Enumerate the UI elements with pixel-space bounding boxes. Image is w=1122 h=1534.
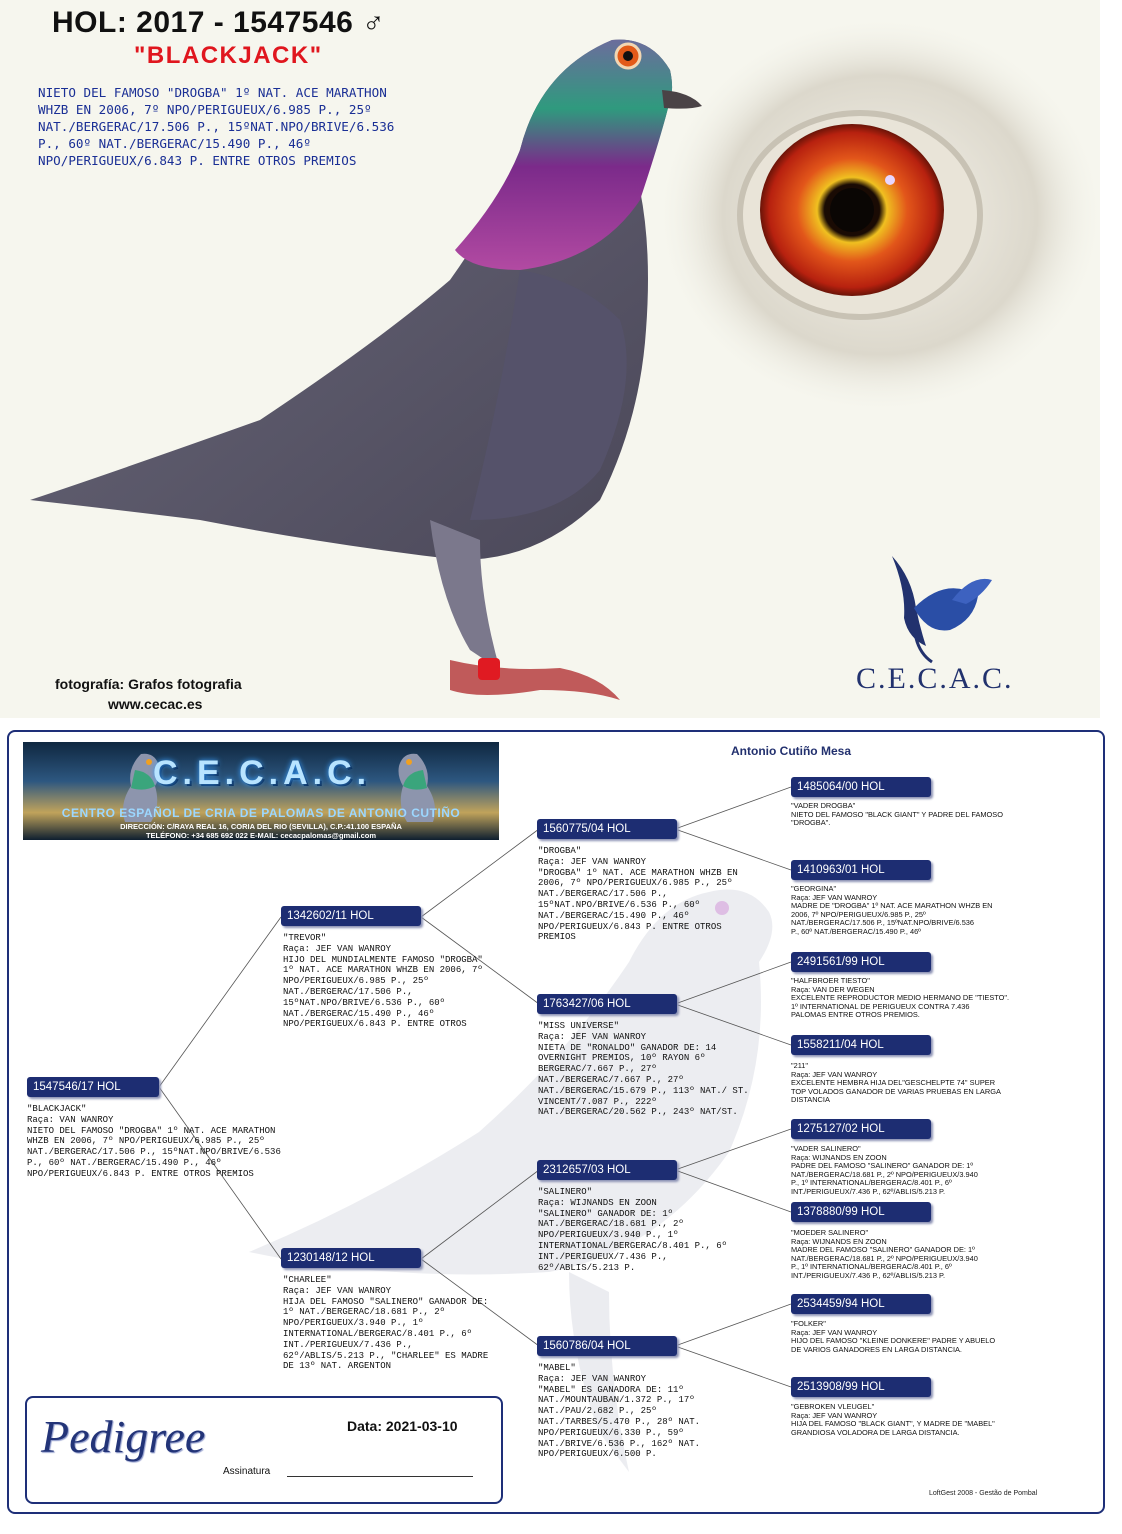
info-line: "MABEL" [538, 1363, 576, 1373]
info-line: VINCENT/7.087 P., 222º [538, 1096, 657, 1107]
info-line: P., 60º NAT./BERGERAC/15.490 P., 46º [27, 1157, 222, 1168]
pedigree-ddd-info [791, 1403, 995, 1437]
info-line: "DROGBA" [538, 846, 582, 856]
info-line: NIETA DE "RONALDO" GANADOR DE: 14 [538, 1042, 717, 1053]
info-line: INTERNATIONAL/BERGERAC/8.401 P., 6º [538, 1240, 728, 1251]
info-line: NPO/PERIGUEUX/6.985 P., 25º [283, 976, 429, 987]
info-line: "DROGBA" 1º NAT. ACE MARATHON WHZB EN [538, 867, 738, 878]
info-line: NPO/PERIGUEUX/6.843 P. ENTRE OTROS [283, 1019, 467, 1030]
ring-number-title: HOL: 2017 - 1547546 ♂ [52, 6, 386, 39]
pedigree-dss-ring[interactable]: 1275127/02 HOL [791, 1119, 931, 1139]
info-line: DISTANCIA [791, 1095, 830, 1105]
info-line: 1º NAT./BERGERAC/18.681 P., 2º [283, 1307, 446, 1318]
info-line: NPO/PERIGUEUX/3.940 P., 1º [283, 1318, 424, 1329]
photo-credit: fotografía: Grafos fotografia [55, 676, 242, 692]
info-line: NAT./PAU/2.682 P., 25º [538, 1406, 657, 1417]
pedigree-sdd-ring[interactable]: 1558211/04 HOL [791, 1035, 931, 1055]
pigeon-nickname: "BLACKJACK" [134, 42, 323, 69]
info-line: NAT./BERGERAC/17.506 P., 15ºNAT.NPO/BRIVE/6.536 [27, 1147, 281, 1158]
info-line: "HALFBROER TIESTO" [791, 976, 870, 985]
pedigree-dds-ring[interactable]: 2534459/94 HOL [791, 1294, 931, 1314]
info-line: WHZB EN 2006, 7º NPO/PERIGUEUX/6.985 P., 25º [27, 1136, 265, 1147]
signature-line [287, 1476, 473, 1477]
info-line: Raça: VAN DER WEGEN [791, 984, 875, 994]
info-line: INT./PERIGUEUX/7.436 P., [283, 1339, 413, 1350]
info-line: NPO/PERIGUEUX/6.843 P. ENTRE OTROS PREMIOS [27, 1168, 254, 1179]
pedigree-ds-info [538, 1187, 727, 1273]
info-line: Raça: VAN WANROY [27, 1114, 114, 1125]
pedigree-sss-info [791, 802, 1003, 828]
info-line: Raça: JEF VAN WANROY [283, 943, 392, 954]
info-line: "DROGBA". [791, 818, 831, 828]
pedigree-footer [25, 1396, 503, 1504]
info-line: P., 1º INTERNATIONAL/BERGERAC/8.401 P., 6º [791, 1262, 952, 1272]
info-line: INT./PERIGUEUX/7.436 P., 62º/ABLIS/5.213 P. [791, 1186, 946, 1196]
info-line: NAT./BERGERAC/17.506 P., 15ºNAT.NPO/BRIVE/6.536 [791, 918, 975, 928]
software-credit: LoftGest 2008 - Gestão de Pombal [929, 1490, 1038, 1497]
pedigree-ss-info [538, 846, 738, 943]
info-line: "TREVOR" [283, 933, 327, 943]
info-line: NPO/PERIGUEUX/6.843 P. ENTRE OTROS [538, 921, 722, 932]
pigeon-description [38, 84, 490, 169]
info-line: NAT./BERGERAC/15.490 P., 46º [538, 910, 690, 921]
pigeon-photo-card [0, 0, 1100, 718]
pedigree-sdd-info [791, 1062, 1001, 1105]
info-line: 2006, 7º NPO/PERIGUEUX/6.985 P., 25º [791, 909, 926, 919]
cecac-logo-text: C.E.C.A.C. [856, 662, 1014, 695]
pedigree-dsd-info [791, 1229, 978, 1281]
info-line: Raça: WIJNANDS EN ZOON [538, 1197, 657, 1208]
info-line: GRANDIOSA VOLADORA DE LARGA DISTANCIA. [791, 1427, 960, 1437]
info-line: NAT./BRIVE/6.536 P., 162º NAT. [538, 1438, 701, 1449]
info-line: Raça: JEF VAN WANROY [538, 856, 647, 867]
info-line: Raça: JEF VAN WANROY [538, 1031, 647, 1042]
info-line: "CHARLEE" [283, 1275, 332, 1285]
info-line: Raça: JEF VAN WANROY [791, 892, 878, 902]
info-line: HIJA DEL FAMOSO "SALINERO" GANADOR DE: [283, 1296, 489, 1307]
pedigree-sd-info [538, 1021, 749, 1118]
signature-label: Assinatura [223, 1466, 271, 1477]
banner-subtitle: CENTRO ESPAÑOL DE CRIA DE PALOMAS DE ANTONIO CUTIÑO [61, 806, 461, 820]
pedigree-dsd-ring[interactable]: 1378880/99 HOL [791, 1202, 931, 1222]
pedigree-ddd-ring[interactable]: 2513908/99 HOL [791, 1377, 931, 1397]
info-line: NAT./BERGERAC/7.667 P., 27º [538, 1074, 684, 1085]
info-line: NAT./BERGERAC/18.681 P., 2º [538, 1219, 684, 1230]
pedigree-dam-ring[interactable]: 1230148/12 HOL [281, 1248, 421, 1268]
info-line: NAT./TARBES/5.470 P., 28º NAT. [538, 1416, 701, 1427]
owner-name: Antonio Cutiño Mesa [731, 744, 851, 758]
info-line: BERGERAC/7.667 P., 27º [538, 1064, 657, 1075]
info-line: Raça: JEF VAN WANROY [791, 1069, 878, 1079]
info-line: Raça: WIJNANDS EN ZOON [791, 1236, 887, 1246]
pedigree-sd-ring[interactable]: 1763427/06 HOL [537, 994, 677, 1014]
pedigree-dss-info [791, 1145, 978, 1197]
info-line: "GEBROKEN VLEUGEL" [791, 1402, 875, 1411]
info-line: EXCELENTE REPRODUCTOR MEDIO HERMANO DE "TIESTO". [791, 993, 1010, 1003]
info-line: PREMIOS [538, 932, 576, 943]
info-line: NAT./BERGERAC/20.562 P., 243º NAT/ST. [538, 1107, 738, 1118]
print-date: Data: 2021-03-10 [347, 1418, 458, 1434]
website-link[interactable]: www.cecac.es [108, 696, 203, 712]
info-line: HIJO DEL FAMOSO "KLEINE DONKERE" PADRE Y ABUELO [791, 1336, 996, 1346]
info-line: EXCELENTE HEMBRA HIJA DEL"GESCHELPTE 74" SUPER [791, 1078, 996, 1088]
info-line: "MABEL" ES GANADORA DE: 11º [538, 1384, 684, 1395]
info-line: NAT./BERGERAC/18.681 P., 2º NPO/PERIGUEUX/3.940 [791, 1169, 978, 1179]
info-line: NPO/PERIGUEUX/3.940 P., 1º [538, 1230, 679, 1241]
info-line: INT./PERIGUEUX/7.436 P., 62º/ABLIS/5.213 P. [791, 1270, 946, 1280]
info-line: 15ºNAT.NPO/BRIVE/6.536 P., 60º [283, 997, 446, 1008]
info-line: Raça: JEF VAN WANROY [791, 1327, 878, 1337]
info-line: 1º NAT. ACE MARATHON WHZB EN 2006, 7º [283, 965, 483, 976]
info-line: MADRE DE "DROGBA" 1º NAT. ACE MARATHON WHZB EN [791, 901, 993, 911]
info-line: "FOLKER" [791, 1319, 826, 1328]
info-line: MADRE DEL FAMOSO "SALINERO" GANADOR DE: 1º [791, 1245, 975, 1255]
pedigree-heading: Pedigree [41, 1411, 206, 1462]
info-line: NAT./BERGERAC/17.506 P., [538, 889, 668, 900]
description-line: NAT./BERGERAC/17.506 P., 15ºNAT.NPO/BRIVE/6.536 [38, 119, 395, 134]
info-line: OVERNIGHT PREMIOS, 10º RAYON 6º [538, 1053, 706, 1064]
pedigree-subject-ring[interactable]: 1547546/17 HOL [27, 1077, 159, 1097]
info-line: 2006, 7º NPO/PERIGUEUX/6.985 P., 25º [538, 878, 733, 889]
info-line: "GEORGINA" [791, 884, 837, 893]
info-line: Raça: JEF VAN WANROY [791, 1410, 878, 1420]
info-line: "VADER SALINERO" [791, 1144, 861, 1153]
description-line: NIETO DEL FAMOSO "DROGBA" 1º NAT. ACE MARATHON [38, 85, 387, 100]
info-line: "SALINERO" GANADOR DE: 1º [538, 1208, 674, 1219]
description-line: WHZB EN 2006, 7º NPO/PERIGUEUX/6.985 P., 25º [38, 102, 372, 117]
info-line: "MOEDER SALINERO" [791, 1228, 869, 1237]
info-line: PADRE DEL FAMOSO "SALINERO" GANADOR DE: 1º [791, 1161, 974, 1171]
info-line: PALOMAS ENTRE OTROS PREMIOS. [791, 1010, 920, 1020]
info-line: HIJO DEL MUNDIALMENTE FAMOSO "DROGBA" [283, 954, 483, 965]
info-line: NAT./MOUNTAUBAN/1.372 P., 17º [538, 1395, 695, 1406]
pedigree-ssd-ring[interactable]: 1410963/01 HOL [791, 860, 931, 880]
pedigree-sheet [7, 730, 1105, 1514]
info-line: 1º INTERNATIONAL DE PERIGUEUX CONTRA 7.436 [791, 1001, 970, 1011]
pedigree-dd-ring[interactable]: 1560786/04 HOL [537, 1336, 677, 1356]
pedigree-ds-ring[interactable]: 2312657/03 HOL [537, 1160, 677, 1180]
pedigree-sds-ring[interactable]: 2491561/99 HOL [791, 952, 931, 972]
pedigree-dds-info [791, 1320, 995, 1354]
pedigree-ssd-info [791, 885, 993, 937]
info-line: NAT./BERGERAC/17.506 P., [283, 986, 413, 997]
info-line: HIJA DEL FAMOSO "BLACK GIANT", Y MADRE DE "MABEL" [791, 1419, 995, 1429]
info-line: P., 1º INTERNATIONAL/BERGERAC/8.401 P., 6º [791, 1178, 952, 1188]
banner-address: DIRECCIÓN: C/RAYA REAL 16, CORIA DEL RIO (SEVILLA), C.P.:41.100 ESPAÑA [120, 822, 402, 831]
pedigree-dam-info [283, 1275, 488, 1372]
info-line: P., 60º NAT./BERGERAC/15.490 P., 46º [791, 926, 921, 936]
info-line: TOP VOLADOS GANADOR DE VARIAS PRUEBAS EN LARGA [791, 1086, 1001, 1096]
pedigree-sire-info [283, 933, 483, 1030]
info-line: 62º/ABLIS/5.213 P., "CHARLEE" ES MADRE [283, 1350, 489, 1361]
info-line: NAT./BERGERAC/15.679 P., 113º NAT./ ST. [538, 1085, 749, 1096]
pedigree-subject-info [27, 1104, 281, 1180]
info-line: "SALINERO" [538, 1187, 593, 1197]
pedigree-ss-ring[interactable]: 1560775/04 HOL [537, 819, 677, 839]
info-line: 62º/ABLIS/5.213 P. [538, 1262, 636, 1273]
info-line: DE VARIOS GANADORES EN LARGA DISTANCIA. [791, 1344, 962, 1354]
description-line: NPO/PERIGUEUX/6.843 P. ENTRE OTROS PREMIOS [38, 153, 357, 168]
info-line: Raça: JEF VAN WANROY [283, 1285, 392, 1296]
banner-contact: TELÉFONO: +34 685 692 022 E-MAIL: cecacpalomas@gmail.com [145, 831, 377, 840]
info-line: Raça: WIJNANDS EN ZOON [791, 1152, 887, 1162]
info-line: NAT./BERGERAC/18.681 P., 2º NPO/PERIGUEUX/3.940 [791, 1253, 978, 1263]
pedigree-sire-ring[interactable]: 1342602/11 HOL [281, 906, 421, 926]
info-line: Raça: JEF VAN WANROY [538, 1373, 647, 1384]
info-line: NAT./BERGERAC/15.490 P., 46º [283, 1008, 435, 1019]
info-line: NPO/PERIGUEUX/6.500 P. [538, 1449, 657, 1460]
info-line: "211" [791, 1061, 809, 1070]
info-line: INTERNATIONAL/BERGERAC/8.401 P., 6º [283, 1328, 473, 1339]
info-line: NPO/PERIGUEUX/6.330 P., 59º [538, 1427, 684, 1438]
info-line: NIETO DEL FAMOSO "BLACK GIANT" Y PADRE DEL FAMOSO [791, 809, 1003, 819]
info-line: "VADER DROGBA" [791, 801, 856, 810]
banner-title: C.E.C.A.C. [153, 754, 372, 792]
pedigree-sss-ring[interactable]: 1485064/00 HOL [791, 777, 931, 797]
pedigree-sds-info [791, 977, 1009, 1020]
info-line: "MISS UNIVERSE" [538, 1021, 620, 1031]
description-line: P., 60º NAT./BERGERAC/15.490 P., 46º [38, 136, 311, 151]
info-line: 15ºNAT.NPO/BRIVE/6.536 P., 60º [538, 899, 701, 910]
pedigree-dd-info [538, 1363, 700, 1460]
info-line: NIETO DEL FAMOSO "DROGBA" 1º NAT. ACE MARATHON [27, 1125, 276, 1136]
info-line: INT./PERIGUEUX/7.436 P., [538, 1251, 668, 1262]
info-line: DE 13º NAT. ARGENTON [283, 1361, 392, 1372]
info-line: "BLACKJACK" [27, 1104, 87, 1114]
